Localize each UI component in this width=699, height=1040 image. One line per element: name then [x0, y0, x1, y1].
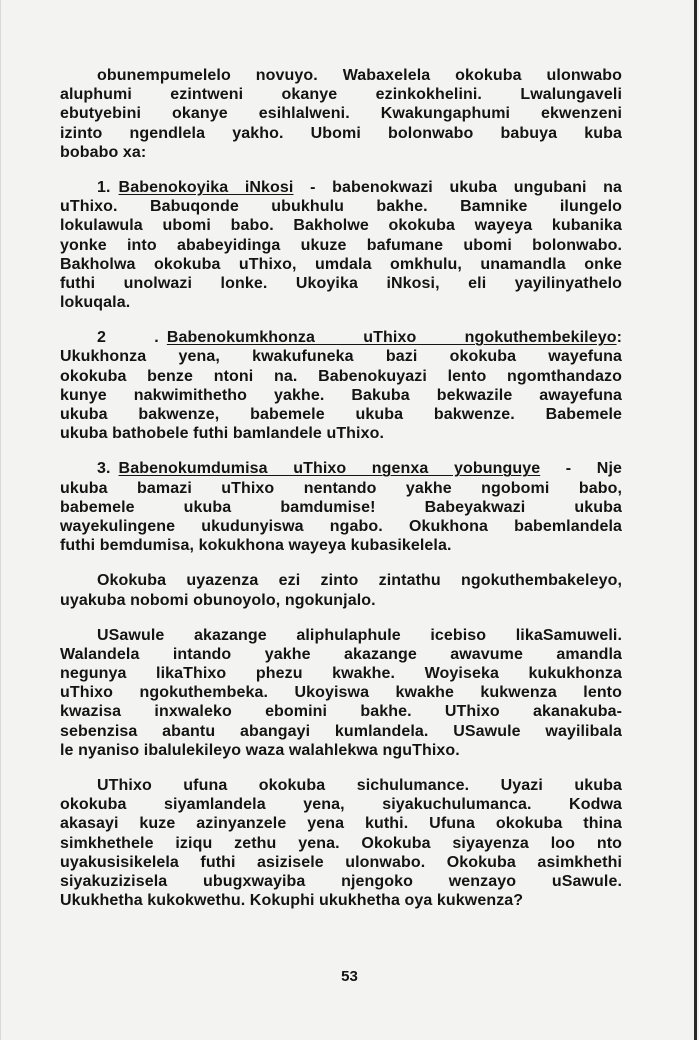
text-line: ebutyebini okanye esihlalweni. Kwakungaphumi ekwenzeni: [60, 105, 622, 123]
text-line: Walandela intando yakhe akazange awavume amandla: [60, 645, 622, 663]
text-line: kunye nakwimithetho yakhe. Bakuba bekwazile awayefuna: [60, 386, 622, 404]
text-line: bobabo xa:: [60, 143, 147, 161]
text-line: UThixo ufuna okokuba sichulumance. Uyazi ukuba: [97, 777, 622, 794]
text-line: Ukukhetha kukokwethu. Kokuphi ukukhetha oya kukwenza?: [60, 892, 524, 910]
point-heading: Babenokoyika iNkosi: [118, 178, 294, 196]
text-line: yonke into ababeyidinga ukuze bafumane ubomi bolonwabo.: [60, 236, 622, 254]
numbered-point: [60, 328, 622, 443]
text-line: [60, 459, 622, 478]
text-line: ukuba bathobele futhi bamlandele uThixo.: [60, 425, 385, 443]
text-line: lokulawula ubomi babo. Bakholwe okokuba wayeya kubanika: [60, 217, 622, 235]
text-line: akasayi kuze azinyanzele yena kuthi. Ufuna okokuba thina: [60, 815, 622, 833]
text-line: ukuba bakwenze, babemele ukuba bakwenze. Babemele: [60, 406, 622, 423]
page-number: 53: [341, 968, 358, 985]
paragraph: [60, 66, 622, 162]
text-line: [60, 328, 622, 347]
paragraph: [60, 626, 622, 760]
text-line: simkhethele iziqu zethu yena. Okokuba siyayenza loo nto: [60, 834, 622, 852]
numbered-point: [60, 459, 622, 555]
text-line: [60, 178, 622, 197]
text-line: okokuba benze ntoni na. Babenokuyazi lento ngomthandazo: [60, 367, 622, 385]
text-line: futhi bemdumisa, kokukhona wayeya kubasikelela.: [60, 537, 452, 555]
text-line: wayekulingene ukudunyiswa ngabo. Okukhona babemlandela: [60, 517, 622, 535]
point-intro-text: - babenokwazi ukuba ungubani na: [293, 178, 622, 196]
text-line: kwazisa inxwaleko ebomini bakhe. UThixo akanakuba-: [60, 703, 622, 721]
numbered-point: [60, 178, 622, 312]
text-line: siyakuzizisela ubugxwayiba njengoko wenzayo uSawule.: [60, 872, 622, 890]
paragraph: [60, 776, 622, 910]
page-right-edge: [694, 0, 697, 1040]
page-left-edge: [0, 0, 1, 1040]
point-number: 2 .: [97, 329, 159, 347]
text-line: ukuba bamazi uThixo nentando yakhe ngobomi babo,: [60, 479, 622, 497]
point-intro-text: - Nje: [540, 460, 622, 478]
text-line: Okokuba uyazenza ezi zinto zintathu ngokuthembakeleyo,: [97, 572, 622, 590]
text-line: okokuba siyamlandela yena, siyakuchulumanca. Kodwa: [60, 796, 622, 814]
point-heading: Babenokumdumisa uThixo ngenxa yobunguye: [118, 460, 541, 478]
text-line: futhi unolwazi lonke. Ukoyika iNkosi, eli yayilinyathelo: [60, 274, 622, 292]
text-line: le nyaniso ibalulekileyo waza walahlekwa nguThixo.: [60, 741, 460, 759]
point-intro-text: :: [616, 329, 622, 347]
paragraph: [60, 571, 622, 609]
text-line: Bakholwa okokuba uThixo, umdala omkhulu, unamandla onke: [60, 255, 622, 273]
text-line: Ukukhonza yena, kwakufuneka bazi okokuba wayefuna: [60, 348, 622, 366]
text-line: izinto ngendlela yakho. Ubomi bolonwabo babuya kuba: [60, 124, 622, 142]
text-line: lokuqala.: [60, 294, 131, 312]
text-line: uyakuba nobomi obunoyolo, ngokunjalo.: [60, 591, 376, 609]
text-line: sebenzisa abantu abangayi kumlandela. USawule wayilibala: [60, 722, 622, 740]
text-line: USawule akazange aliphulaphule icebiso likaSamuweli.: [97, 626, 622, 644]
text-line: negunya likaThixo phezu kwakhe. Woyiseka kukukhonza: [60, 665, 622, 683]
text-line: uThixo. Babuqonde ubukhulu bakhe. Bamnike ilungelo: [60, 198, 622, 216]
point-number: 1.: [97, 178, 111, 196]
text-line: obunempumelelo novuyo. Wabaxelela okokuba ulonwabo: [97, 67, 622, 84]
text-line: aluphumi ezintweni okanye ezinkokhelini. Lwalungaveli: [60, 86, 622, 104]
point-heading: Babenokumkhonza uThixo ngokuthembekileyo: [166, 329, 617, 347]
point-number: 3.: [97, 460, 111, 478]
text-line: babemele ukuba bamdumise! Babeyakwazi ukuba: [60, 498, 622, 516]
text-line: uThixo ngokuthembeka. Ukoyiswa kwakhe kukwenza lento: [60, 684, 622, 702]
text-line: uyakusisikelela futhi asizisele ulonwabo. Okokuba asimkhethi: [60, 853, 622, 871]
page-body: [60, 66, 622, 926]
